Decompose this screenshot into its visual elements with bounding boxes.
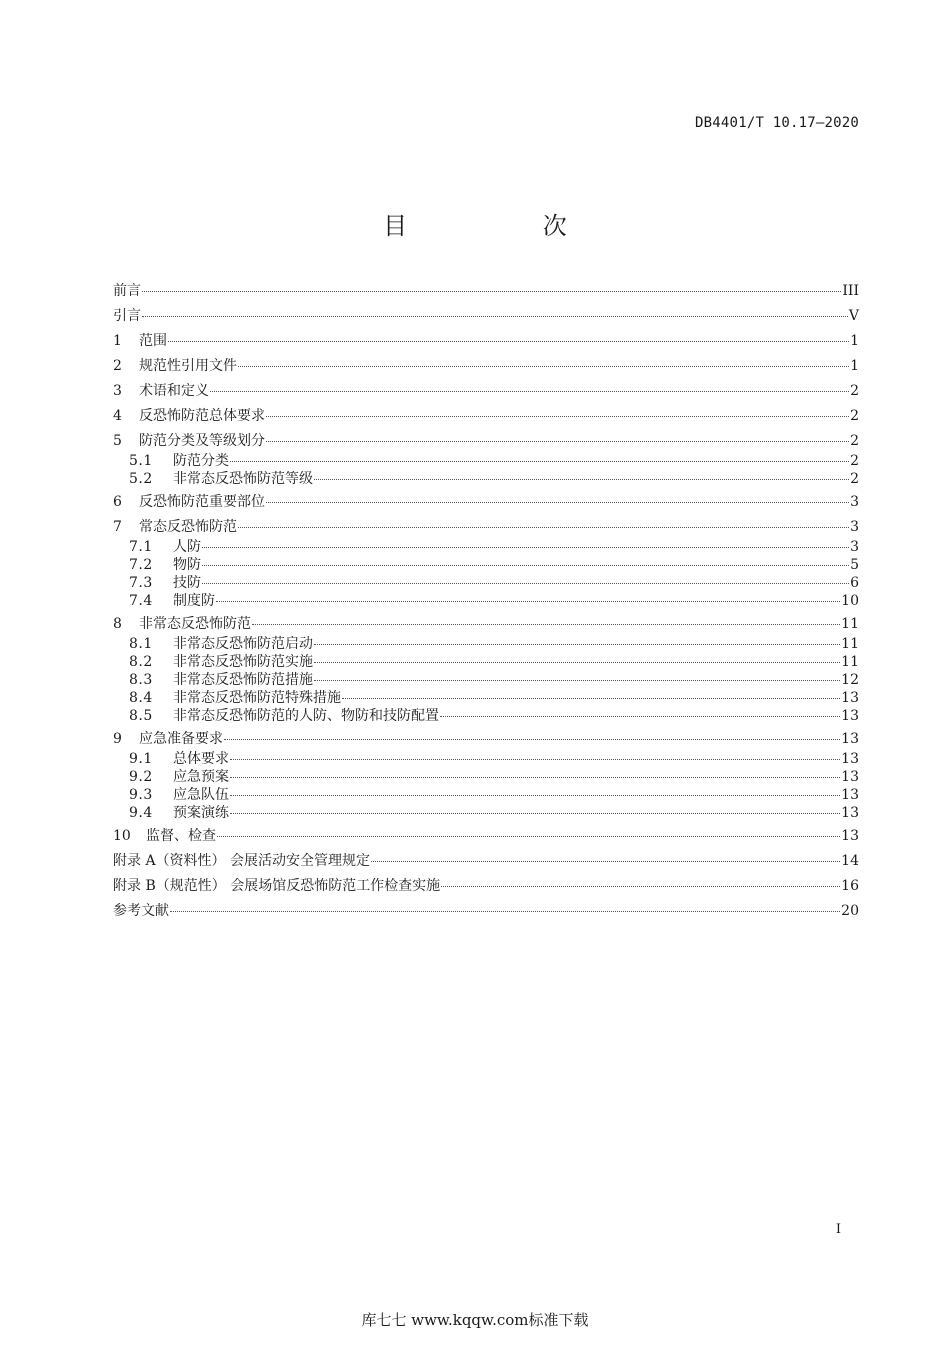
toc-entry-label: 防范分类及等级划分 bbox=[139, 433, 265, 449]
toc-entry-number: 5.2 bbox=[129, 471, 153, 487]
toc-entry-number: 7 bbox=[113, 519, 122, 535]
toc-entry-number: 9 bbox=[113, 731, 122, 747]
toc-entry-page: 11 bbox=[841, 616, 859, 632]
toc-leader-dots bbox=[230, 777, 840, 778]
toc-entry-number: 8.3 bbox=[129, 672, 153, 688]
toc-leader-dots bbox=[441, 886, 840, 887]
toc-entry-number: 1 bbox=[113, 333, 122, 349]
toc-entry-page: 13 bbox=[841, 769, 859, 785]
toc-entry[interactable] bbox=[113, 520, 859, 534]
page-number: I bbox=[835, 1222, 841, 1237]
toc-entry-label: 规范性引用文件 bbox=[139, 358, 237, 374]
toc-entry-number: 2 bbox=[113, 358, 122, 374]
toc-entry[interactable] bbox=[113, 806, 859, 820]
toc-entry-number: 10 bbox=[113, 828, 131, 844]
toc-entry-page: 13 bbox=[841, 708, 859, 724]
toc-entry[interactable] bbox=[113, 558, 859, 572]
toc-leader-dots bbox=[230, 759, 840, 760]
toc-entry[interactable] bbox=[113, 788, 859, 802]
toc-entry-label: 参考文献 bbox=[113, 903, 169, 919]
toc-entry-number: 7.4 bbox=[129, 593, 153, 609]
toc-entry-page: V bbox=[848, 308, 859, 324]
toc-leader-dots bbox=[202, 583, 849, 584]
toc-entry[interactable] bbox=[113, 673, 859, 687]
toc-entry[interactable] bbox=[113, 434, 859, 448]
toc-leader-dots bbox=[266, 441, 849, 442]
toc-leader-dots bbox=[142, 291, 841, 292]
toc-entry-label: 附录 B（规范性） 会展场馆反恐怖防范工作检查实施 bbox=[113, 878, 441, 894]
toc-entry[interactable] bbox=[113, 284, 859, 298]
toc-entry-label: 前言 bbox=[113, 283, 141, 299]
toc-entry-number: 7.2 bbox=[129, 557, 153, 573]
footer-watermark: 库七七 www.kqqw.com标准下载 bbox=[361, 1311, 589, 1329]
toc-entry[interactable] bbox=[113, 655, 859, 669]
toc-leader-dots bbox=[217, 836, 840, 837]
toc-leader-dots bbox=[314, 479, 849, 480]
toc-leader-dots bbox=[216, 601, 840, 602]
toc-entry-label: 监督、检查 bbox=[146, 828, 216, 844]
toc-entry-label: 防范分类 bbox=[173, 453, 229, 469]
toc-entry-page: 13 bbox=[841, 690, 859, 706]
toc-entry-page: 10 bbox=[841, 593, 859, 609]
toc-entry-page: 2 bbox=[850, 383, 859, 399]
toc-entry-number: 8.5 bbox=[129, 708, 153, 724]
toc-entry-label: 应急准备要求 bbox=[139, 731, 223, 747]
toc-entry-number: 9.1 bbox=[129, 751, 153, 767]
toc-entry-label: 非常态反恐怖防范等级 bbox=[173, 471, 313, 487]
toc-entry-number: 5 bbox=[113, 433, 122, 449]
toc-title: 目 次 bbox=[383, 212, 611, 240]
toc-entry[interactable] bbox=[113, 732, 859, 746]
toc-entry-page: 3 bbox=[850, 539, 859, 555]
toc-entry-label: 非常态反恐怖防范的人防、物防和技防配置 bbox=[173, 708, 439, 724]
toc-entry-label: 制度防 bbox=[173, 593, 215, 609]
toc-entry-number: 7.3 bbox=[129, 575, 153, 591]
toc-entry[interactable] bbox=[113, 540, 859, 554]
toc-entry-label: 应急队伍 bbox=[173, 787, 229, 803]
toc-entry-page: 13 bbox=[841, 731, 859, 747]
toc-leader-dots bbox=[314, 680, 840, 681]
toc-leader-dots bbox=[210, 391, 849, 392]
toc-entry[interactable] bbox=[113, 617, 859, 631]
toc-entry-page: 16 bbox=[841, 878, 859, 894]
toc-entry[interactable] bbox=[113, 879, 859, 893]
toc-leader-dots bbox=[170, 911, 840, 912]
toc-entry-label: 技防 bbox=[173, 575, 201, 591]
toc-leader-dots bbox=[224, 739, 840, 740]
toc-entry[interactable] bbox=[113, 829, 859, 843]
toc-entry-label: 常态反恐怖防范 bbox=[139, 519, 237, 535]
toc-entry-label: 非常态反恐怖防范启动 bbox=[173, 636, 313, 652]
toc-leader-dots bbox=[230, 813, 840, 814]
toc-entry-label: 非常态反恐怖防范 bbox=[139, 616, 251, 632]
toc-entry-page: 2 bbox=[850, 408, 859, 424]
toc-entry-number: 4 bbox=[113, 408, 122, 424]
toc-entry[interactable] bbox=[113, 594, 859, 608]
toc-entry-label: 预案演练 bbox=[173, 805, 229, 821]
toc-entry-page: 20 bbox=[841, 903, 859, 919]
toc-entry-page: 1 bbox=[850, 358, 859, 374]
toc-entry[interactable] bbox=[113, 904, 859, 918]
toc-entry[interactable] bbox=[113, 454, 859, 468]
toc-entry-label: 引言 bbox=[113, 308, 141, 324]
toc-leader-dots bbox=[142, 316, 848, 317]
table-of-contents bbox=[113, 284, 859, 918]
toc-entry-number: 3 bbox=[113, 383, 122, 399]
toc-entry-page: 6 bbox=[850, 575, 859, 591]
toc-leader-dots bbox=[230, 795, 840, 796]
toc-entry[interactable] bbox=[113, 709, 859, 723]
toc-leader-dots bbox=[266, 502, 849, 503]
toc-entry[interactable] bbox=[113, 359, 859, 373]
toc-leader-dots bbox=[202, 547, 849, 548]
toc-entry[interactable] bbox=[113, 854, 859, 868]
toc-entry-page: 13 bbox=[841, 787, 859, 803]
toc-entry-page: 3 bbox=[850, 494, 859, 510]
toc-entry-page: 13 bbox=[841, 751, 859, 767]
toc-entry-number: 8.4 bbox=[129, 690, 153, 706]
toc-entry-label: 反恐怖防范总体要求 bbox=[139, 408, 265, 424]
toc-entry-number: 8.1 bbox=[129, 636, 153, 652]
toc-entry[interactable] bbox=[113, 495, 859, 509]
document-code: DB4401/T 10.17—2020 bbox=[695, 115, 859, 131]
toc-entry-page: 11 bbox=[841, 636, 859, 652]
toc-entry-number: 7.1 bbox=[129, 539, 153, 555]
toc-entry-page: 1 bbox=[850, 333, 859, 349]
toc-entry-page: 13 bbox=[841, 805, 859, 821]
toc-leader-dots bbox=[238, 366, 849, 367]
toc-entry-label: 术语和定义 bbox=[139, 383, 209, 399]
toc-entry[interactable] bbox=[113, 384, 859, 398]
toc-leader-dots bbox=[238, 527, 849, 528]
toc-entry[interactable] bbox=[113, 309, 859, 323]
toc-entry-page: 5 bbox=[850, 557, 859, 573]
toc-entry-page: III bbox=[842, 283, 859, 299]
toc-entry-number: 8 bbox=[113, 616, 122, 632]
toc-leader-dots bbox=[252, 624, 840, 625]
toc-leader-dots bbox=[371, 861, 840, 862]
toc-entry-page: 13 bbox=[841, 828, 859, 844]
toc-entry-label: 非常态反恐怖防范措施 bbox=[173, 672, 313, 688]
toc-entry[interactable] bbox=[113, 472, 859, 486]
toc-leader-dots bbox=[314, 662, 840, 663]
toc-entry[interactable] bbox=[113, 409, 859, 423]
toc-entry-page: 3 bbox=[850, 519, 859, 535]
toc-entry[interactable] bbox=[113, 691, 859, 705]
toc-entry-number: 9.2 bbox=[129, 769, 153, 785]
toc-entry[interactable] bbox=[113, 334, 859, 348]
toc-entry-page: 2 bbox=[850, 471, 859, 487]
toc-entry-page: 12 bbox=[841, 672, 859, 688]
toc-entry-label: 非常态反恐怖防范特殊措施 bbox=[173, 690, 341, 706]
toc-entry-label: 应急预案 bbox=[173, 769, 229, 785]
toc-leader-dots bbox=[266, 416, 849, 417]
toc-entry-label: 总体要求 bbox=[173, 751, 229, 767]
toc-entry-page: 14 bbox=[841, 853, 859, 869]
toc-entry-number: 6 bbox=[113, 494, 122, 510]
toc-leader-dots bbox=[440, 716, 840, 717]
toc-entry-page: 2 bbox=[850, 433, 859, 449]
toc-entry-label: 人防 bbox=[173, 539, 201, 555]
toc-leader-dots bbox=[314, 644, 840, 645]
toc-leader-dots bbox=[168, 341, 849, 342]
toc-entry-label: 反恐怖防范重要部位 bbox=[139, 494, 265, 510]
toc-entry-number: 5.1 bbox=[129, 453, 153, 469]
toc-entry-label: 物防 bbox=[173, 557, 201, 573]
toc-entry-page: 2 bbox=[850, 453, 859, 469]
toc-leader-dots bbox=[202, 565, 849, 566]
toc-entry[interactable] bbox=[113, 576, 859, 590]
toc-entry-number: 9.4 bbox=[129, 805, 153, 821]
toc-entry-number: 9.3 bbox=[129, 787, 153, 803]
toc-entry[interactable] bbox=[113, 752, 859, 766]
toc-entry[interactable] bbox=[113, 770, 859, 784]
toc-entry-page: 11 bbox=[841, 654, 859, 670]
toc-entry-label: 非常态反恐怖防范实施 bbox=[173, 654, 313, 670]
toc-leader-dots bbox=[230, 461, 849, 462]
toc-entry-number: 8.2 bbox=[129, 654, 153, 670]
toc-leader-dots bbox=[342, 698, 840, 699]
toc-entry-label: 附录 A（资料性） 会展活动安全管理规定 bbox=[113, 853, 371, 869]
toc-entry-label: 范围 bbox=[139, 333, 167, 349]
toc-entry[interactable] bbox=[113, 637, 859, 651]
